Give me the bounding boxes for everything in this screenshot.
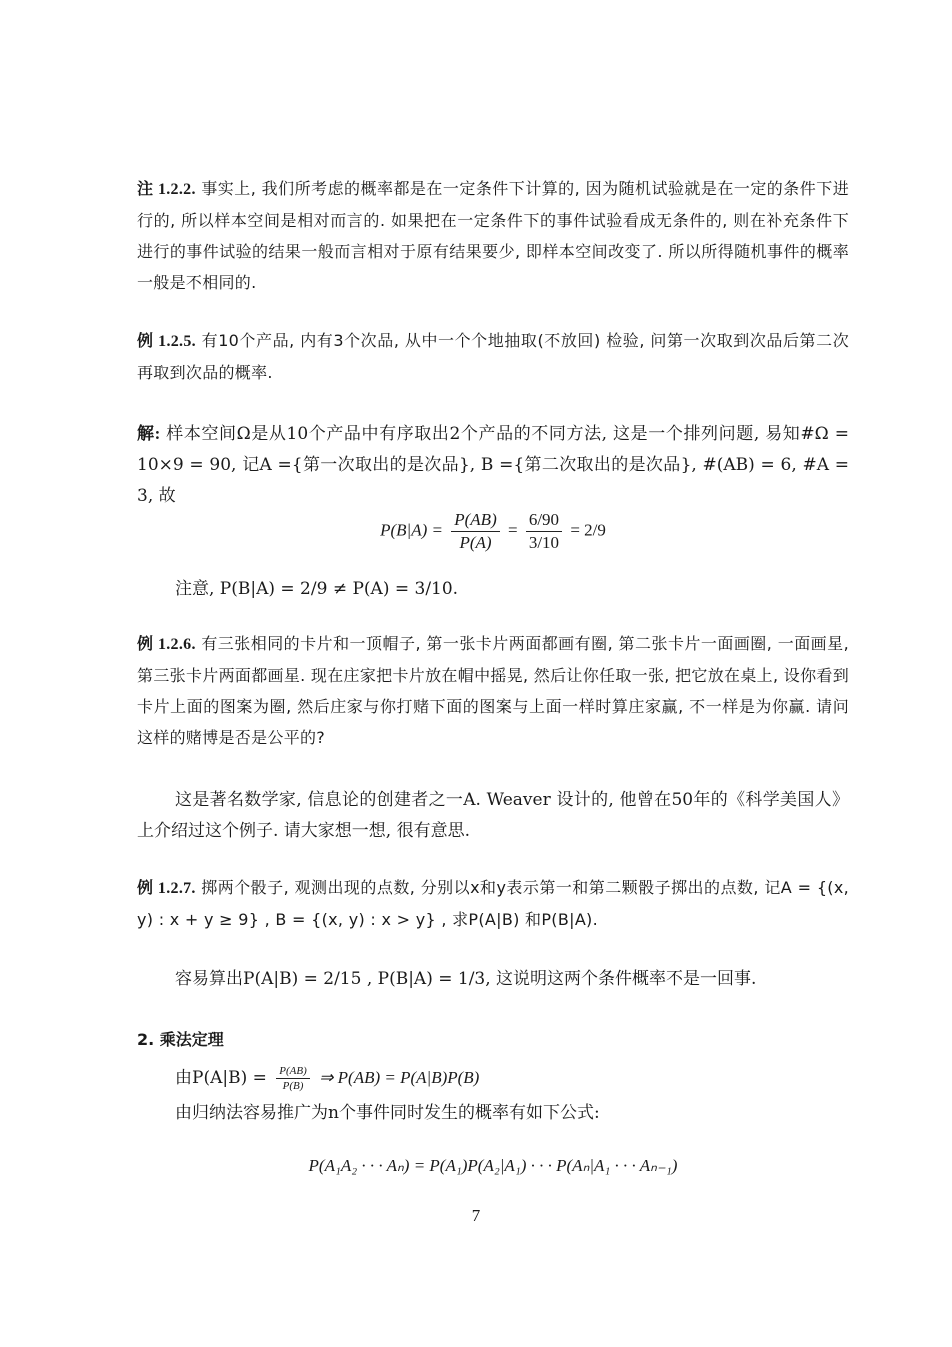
solution-text: 样本空间Ω是从10个产品中有序取出2个产品的不同方法, 这是一个排列问题, 易知#Ω = 10×9 = 90, 记A ={第一次取出的是次品}, B ={第二次取出的是次品}, #(AB) = 6, #A = 3, 故 [137, 424, 849, 506]
fraction-denominator: P(A) [459, 533, 492, 552]
generalization-text: 由归纳法容易推广为n个事件同时发生的概率有如下公式: [175, 1103, 600, 1123]
example-heading: 例 1.2.5. [137, 333, 196, 350]
equation-rhs: = 2/9 [570, 520, 606, 540]
multiplication-rule-line [137, 1062, 849, 1094]
example-1-2-5 [137, 325, 849, 388]
solution-note [137, 574, 849, 605]
fraction-denominator: 3/10 [528, 533, 560, 552]
solution-heading: 解: [137, 424, 161, 443]
fraction-numerator: P(AB) [276, 1065, 309, 1079]
page-number: 7 [471, 1206, 481, 1225]
example-text: 掷两个骰子, 观测出现的点数, 分别以x和y表示第一和第二颗骰子掷出的点数, 记A = {(x, y) : x + y ≥ 9} , B = {(x, y) : x > y} , 求P(A|B) 和P(B|A). [137, 878, 850, 929]
example-result [137, 964, 849, 995]
fraction-values [526, 510, 562, 553]
fraction-pab-pb [276, 1065, 309, 1092]
rule-prefix: 由P(A|B) = [175, 1068, 267, 1088]
solution-paragraph [137, 418, 849, 512]
remark-1-2-2 [137, 173, 849, 298]
equation-lhs: P(B|A) = [380, 520, 443, 540]
rule-suffix: ⇒ P(AB) = P(A|B)P(B) [319, 1068, 480, 1087]
fraction-denominator: P(B) [282, 1080, 304, 1092]
example-text: 有三张相同的卡片和一顶帽子, 第一张卡片两面都画有圈, 第二张卡片一面画圈, 一面画星, 第三张卡片两面都画星. 现在庄家把卡片放在帽中摇晃, 然后让你任取一张, 把它放在桌上, 设你看到卡片上面的图案为圈, 然后庄家与你打赌下面的图案与上面一样时算庄家赢, 不一样是为你赢. 请问这样的赌博是否是公平的? [137, 634, 849, 747]
chain-rule-formula [137, 1156, 849, 1176]
example-heading: 例 1.2.6. [137, 636, 196, 653]
example-1-2-6 [137, 628, 849, 753]
example-heading: 例 1.2.7. [137, 880, 196, 897]
conditional-probability-equation [137, 510, 849, 553]
fraction-numerator: P(AB) [451, 510, 499, 532]
section-title [137, 1024, 849, 1056]
weaver-paragraph [137, 785, 849, 847]
fraction-numerator: 6/90 [526, 510, 562, 532]
generalization-line [137, 1098, 849, 1129]
equals-sign: = [507, 520, 518, 540]
example-text: 有10个产品, 内有3个次品, 从中一个个地抽取(不放回) 检验, 问第一次取到次品后第二次再取到次品的概率. [137, 331, 849, 382]
remark-text: 事实上, 我们所考虑的概率都是在一定条件下计算的, 因为随机试验就是在一定的条件下进行的, 所以样本空间是相对而言的. 如果把在一定条件下的事件试验看成无条件的, 则在补充条件下进行的事件试验的结果一般而言相对于原有结果要少, 即样本空间改变了. 所以所得随机事件的概率一般是不相同的. [137, 179, 849, 292]
remark-heading: 注 1.2.2. [137, 181, 196, 198]
section-heading: 2. 乘法定理 [137, 1030, 224, 1049]
note-text: 注意, P(B|A) = 2/9 ≠ P(A) = 3/10. [175, 579, 459, 599]
fraction-pab-pa [451, 510, 499, 553]
example-1-2-7 [137, 872, 849, 935]
weaver-text: 这是著名数学家, 信息论的创建者之一A. Weaver 设计的, 他曾在50年的《科学美国人》上介绍过这个例子. 请大家想一想, 很有意思. [137, 790, 849, 841]
result-text: 容易算出P(A|B) = 2/15 , P(B|A) = 1/3, 这说明这两个条件概率不是一回事. [175, 969, 757, 989]
chain-rule-text: P(A₁A₂ · · · Aₙ) = P(A₁)P(A₂|A₁) · · · P(Aₙ|A₁ · · · Aₙ₋₁) [308, 1156, 678, 1175]
